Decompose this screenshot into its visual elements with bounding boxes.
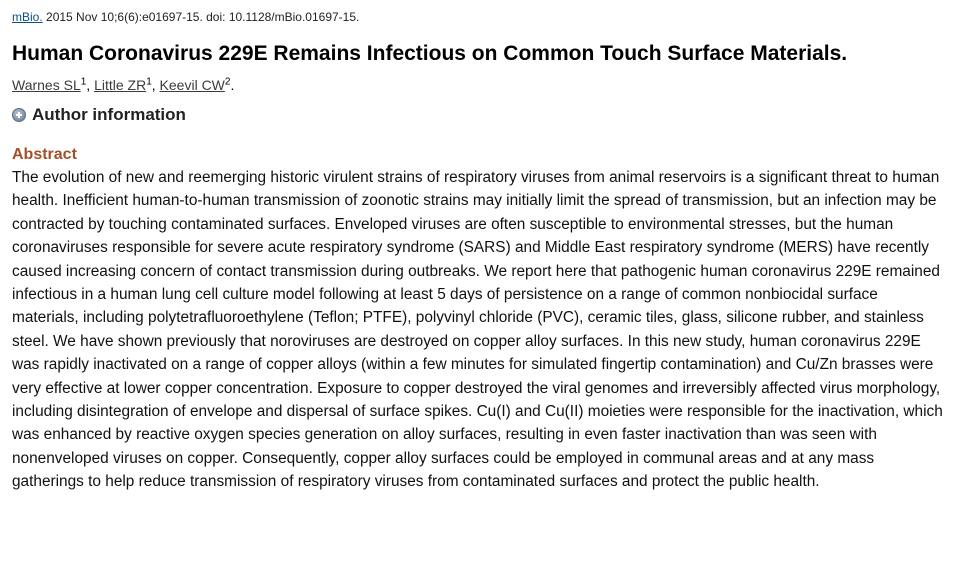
author-affiliation-marker: 1	[80, 76, 87, 88]
plus-circle-icon[interactable]	[12, 108, 26, 122]
author-information-toggle[interactable]	[12, 104, 947, 126]
abstract-heading: Abstract	[12, 146, 77, 163]
journal-link[interactable]: mBio.	[12, 10, 43, 24]
abstract-text: The evolution of new and reemerging historic virulent strains of respiratory viruses from animal reservoirs is a significant threat to human health. Inefficient human-to-human transmission of zoonotic strains may initially limit the spread of transmission, but an infection may be contracted by touching contaminated surfaces. Enveloped viruses are often susceptible to environmental stresses, but the human coronaviruses responsible for severe acute respiratory syndrome (SARS) and Middle East respiratory syndrome (MERS) have recently caused increasing concern of contact transmission during outbreaks. We report here that pathogenic human coronavirus 229E remained infectious in a human lung cell culture model following at least 5 days of persistence on a range of common nonbiocidal surface materials, including polytetrafluoroethylene (Teflon; PTFE), polyvinyl chloride (PVC), ceramic tiles, glass, silicone rubber, and stainless steel. We have shown previously that noroviruses are destroyed on copper alloy surfaces. In this new study, human coronavirus 229E was rapidly inactivated on a range of copper alloys (within a few minutes for simulated fingertip contamination) and Cu/Zn brasses were very effective at lower copper concentration. Exposure to copper destroyed the viral genomes and irreversibly affected virus morphology, including disintegration of envelope and dispersal of surface spikes. Cu(I) and Cu(II) moieties were responsible for the inactivation, which was enhanced by reactive oxygen species generation on alloy surfaces, resulting in even faster inactivation than was seen with nonenveloped viruses on copper. Consequently, copper alloy surfaces could be employed in communal areas and at any mass gatherings to help reduce transmission of respiratory viruses from contaminated surfaces and protect the public health.	[12, 169, 943, 491]
author-link-little[interactable]: Little ZR	[94, 77, 147, 93]
author-link-keevil[interactable]: Keevil CW	[159, 77, 225, 93]
author-information-label: Author information	[32, 105, 186, 124]
article-title: Human Coronavirus 229E Remains Infectious on Common Touch Surface Materials.	[12, 42, 848, 65]
author-link-warnes[interactable]: Warnes SL	[12, 77, 81, 93]
citation-line	[12, 8, 947, 26]
author-affiliation-marker: 2	[224, 76, 231, 88]
author-list: Warnes $SL^1$, Little $ZR^1$, Keevil $CW^2$.	[12, 76, 235, 93]
article-page	[12, 8, 947, 494]
citation-details: 2015 Nov 10;6(6):e01697-15. doi: 10.1128/mBio.01697-15.	[42, 10, 360, 24]
author-affiliation-marker: 1	[146, 76, 152, 88]
